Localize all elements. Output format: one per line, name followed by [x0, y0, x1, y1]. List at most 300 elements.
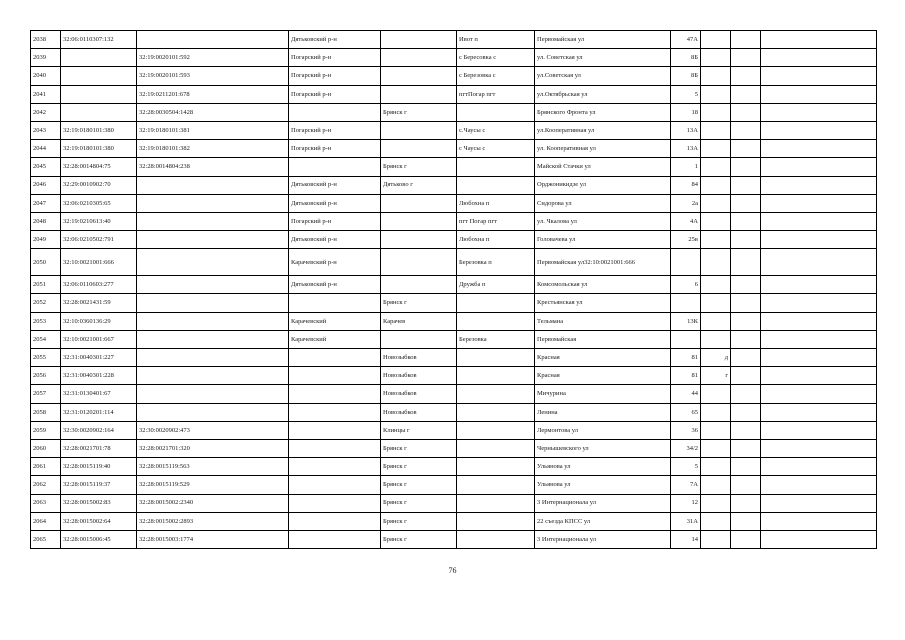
extra-cell: [731, 103, 761, 121]
row-number-cell: 2065: [31, 530, 61, 548]
street-cell: Первомайская ул32:10:0021001:666: [535, 249, 671, 276]
district-cell: Погарский р-н: [289, 85, 381, 103]
street-cell: Ленина: [535, 403, 671, 421]
table-row: [31, 494, 877, 512]
building-cell: [701, 530, 731, 548]
blank-cell: [761, 458, 877, 476]
extra-cell: [731, 121, 761, 139]
extra-cell: [731, 176, 761, 194]
street-cell: Комсомольская ул: [535, 276, 671, 294]
extra-cell: [731, 476, 761, 494]
object-cadastral-cell: 32:19:0180101:381: [137, 121, 289, 139]
settlement-cell: [457, 421, 535, 439]
extra-cell: [731, 494, 761, 512]
object-cadastral-cell: [137, 31, 289, 49]
building-cell: [701, 494, 731, 512]
table-row: [31, 103, 877, 121]
extra-cell: [731, 212, 761, 230]
object-cadastral-cell: 32:19:0211201:678: [137, 85, 289, 103]
table-row: [31, 512, 877, 530]
city-cell: [381, 85, 457, 103]
district-cell: [289, 367, 381, 385]
page-number: 76: [448, 566, 457, 575]
house-number-cell: 81: [671, 367, 701, 385]
extra-cell: [731, 421, 761, 439]
row-number-cell: 2056: [31, 367, 61, 385]
blank-cell: [761, 31, 877, 49]
row-number-cell: 2058: [31, 403, 61, 421]
blank-cell: [761, 176, 877, 194]
settlement-cell: [457, 512, 535, 530]
blank-cell: [761, 530, 877, 548]
district-cell: [289, 103, 381, 121]
settlement-cell: с Березовка с: [457, 67, 535, 85]
city-cell: Новозыбков: [381, 403, 457, 421]
settlement-cell: [457, 349, 535, 367]
cadastral-number-cell: 32:19:0180101:380: [61, 121, 137, 139]
extra-cell: [731, 512, 761, 530]
settlement-cell: Ивот п: [457, 31, 535, 49]
settlement-cell: [457, 494, 535, 512]
building-cell: [701, 385, 731, 403]
settlement-cell: с.Чаусы с: [457, 121, 535, 139]
cadastral-number-cell: 32:29:0010902:70: [61, 176, 137, 194]
building-cell: [701, 67, 731, 85]
district-cell: Дятьковский р-н: [289, 231, 381, 249]
object-cadastral-cell: 32:28:0021701:320: [137, 439, 289, 457]
district-cell: Дятьковский р-н: [289, 276, 381, 294]
extra-cell: [731, 458, 761, 476]
district-cell: [289, 294, 381, 312]
cadastral-number-cell: 32:10:0360136:29: [61, 312, 137, 330]
object-cadastral-cell: 32:19:0020101:592: [137, 49, 289, 67]
row-number-cell: 2046: [31, 176, 61, 194]
extra-cell: [731, 276, 761, 294]
blank-cell: [761, 49, 877, 67]
cadastral-number-cell: [61, 67, 137, 85]
cadastral-number-cell: [61, 85, 137, 103]
house-number-cell: 5: [671, 458, 701, 476]
cadastral-number-cell: 32:28:0021431:59: [61, 294, 137, 312]
blank-cell: [761, 103, 877, 121]
city-cell: [381, 194, 457, 212]
building-cell: [701, 439, 731, 457]
object-cadastral-cell: [137, 194, 289, 212]
object-cadastral-cell: 32:19:0180101:382: [137, 140, 289, 158]
building-cell: [701, 85, 731, 103]
cadastral-number-cell: [61, 103, 137, 121]
cadastral-number-cell: 32:19:0210613:40: [61, 212, 137, 230]
table-row: [31, 476, 877, 494]
street-cell: Тельмана: [535, 312, 671, 330]
settlement-cell: [457, 476, 535, 494]
house-number-cell: 13К: [671, 312, 701, 330]
row-number-cell: 2063: [31, 494, 61, 512]
object-cadastral-cell: 32:28:0014804:238: [137, 158, 289, 176]
cadastral-number-cell: 32:31:0040301:227: [61, 349, 137, 367]
house-number-cell: 65: [671, 403, 701, 421]
blank-cell: [761, 249, 877, 276]
district-cell: [289, 439, 381, 457]
table-row: [31, 294, 877, 312]
table-row: [31, 403, 877, 421]
settlement-cell: Любохна п: [457, 231, 535, 249]
house-number-cell: 8Б: [671, 67, 701, 85]
object-cadastral-cell: 32:30:0020902:473: [137, 421, 289, 439]
city-cell: Новозыбков: [381, 367, 457, 385]
blank-cell: [761, 194, 877, 212]
building-cell: [701, 512, 731, 530]
street-cell: ул. Советская ул: [535, 49, 671, 67]
street-cell: 3 Интернационала ул: [535, 530, 671, 548]
district-cell: Дятьковский р-н: [289, 194, 381, 212]
row-number-cell: 2054: [31, 330, 61, 348]
building-cell: г: [701, 367, 731, 385]
object-cadastral-cell: [137, 294, 289, 312]
blank-cell: [761, 512, 877, 530]
house-number-cell: 84: [671, 176, 701, 194]
object-cadastral-cell: [137, 231, 289, 249]
row-number-cell: 2061: [31, 458, 61, 476]
district-cell: Погарский р-н: [289, 212, 381, 230]
house-number-cell: 25в: [671, 231, 701, 249]
settlement-cell: с Чаусы с: [457, 140, 535, 158]
street-cell: Майской Стачки ул: [535, 158, 671, 176]
city-cell: Брянск г: [381, 530, 457, 548]
house-number-cell: 1: [671, 158, 701, 176]
object-cadastral-cell: 32:28:0015003:1774: [137, 530, 289, 548]
cadastral-number-cell: 32:28:0015006:45: [61, 530, 137, 548]
extra-cell: [731, 312, 761, 330]
building-cell: [701, 103, 731, 121]
extra-cell: [731, 367, 761, 385]
extra-cell: [731, 530, 761, 548]
table-row: [31, 85, 877, 103]
row-number-cell: 2048: [31, 212, 61, 230]
extra-cell: [731, 85, 761, 103]
building-cell: [701, 403, 731, 421]
district-cell: Дятьковский р-н: [289, 31, 381, 49]
street-cell: Красная: [535, 367, 671, 385]
street-cell: ул. Кооперативная ул: [535, 140, 671, 158]
house-number-cell: 5: [671, 85, 701, 103]
extra-cell: [731, 385, 761, 403]
object-cadastral-cell: [137, 249, 289, 276]
object-cadastral-cell: [137, 176, 289, 194]
row-number-cell: 2045: [31, 158, 61, 176]
extra-cell: [731, 194, 761, 212]
object-cadastral-cell: 32:28:0030504:1428: [137, 103, 289, 121]
table-row: [31, 231, 877, 249]
table-row: [31, 276, 877, 294]
house-number-cell: 8Б: [671, 49, 701, 67]
cadastral-number-cell: 32:10:0021001:666: [61, 249, 137, 276]
house-number-cell: [671, 294, 701, 312]
street-cell: Сидорова ул: [535, 194, 671, 212]
blank-cell: [761, 330, 877, 348]
cadastral-number-cell: 32:28:0014804:75: [61, 158, 137, 176]
building-cell: [701, 194, 731, 212]
building-cell: [701, 140, 731, 158]
settlement-cell: [457, 403, 535, 421]
extra-cell: [731, 67, 761, 85]
district-cell: Погарский р-н: [289, 121, 381, 139]
cadastral-number-cell: 32:10:0021001:667: [61, 330, 137, 348]
settlement-cell: [457, 530, 535, 548]
city-cell: [381, 140, 457, 158]
blank-cell: [761, 312, 877, 330]
row-number-cell: 2040: [31, 67, 61, 85]
table-row: [31, 458, 877, 476]
street-cell: Орджоникидзе ул: [535, 176, 671, 194]
table-body: [31, 31, 877, 549]
cadastral-number-cell: 32:06:0110603:277: [61, 276, 137, 294]
city-cell: [381, 231, 457, 249]
settlement-cell: [457, 176, 535, 194]
house-number-cell: 47А: [671, 31, 701, 49]
object-cadastral-cell: 32:28:0015119:529: [137, 476, 289, 494]
row-number-cell: 2052: [31, 294, 61, 312]
row-number-cell: 2055: [31, 349, 61, 367]
city-cell: Брянск г: [381, 512, 457, 530]
house-number-cell: 7А: [671, 476, 701, 494]
building-cell: [701, 276, 731, 294]
city-cell: [381, 31, 457, 49]
blank-cell: [761, 140, 877, 158]
object-cadastral-cell: [137, 212, 289, 230]
district-cell: [289, 476, 381, 494]
house-number-cell: 2а: [671, 194, 701, 212]
city-cell: [381, 212, 457, 230]
city-cell: Брянск г: [381, 103, 457, 121]
settlement-cell: [457, 367, 535, 385]
district-cell: Погарский р-н: [289, 140, 381, 158]
row-number-cell: 2043: [31, 121, 61, 139]
table-row: [31, 140, 877, 158]
blank-cell: [761, 421, 877, 439]
table-row: [31, 349, 877, 367]
settlement-cell: [457, 312, 535, 330]
city-cell: Клинцы г: [381, 421, 457, 439]
city-cell: Карачев: [381, 312, 457, 330]
district-cell: [289, 458, 381, 476]
settlement-cell: Дружба п: [457, 276, 535, 294]
building-cell: [701, 294, 731, 312]
object-cadastral-cell: [137, 276, 289, 294]
street-cell: Первомайская ул: [535, 31, 671, 49]
extra-cell: [731, 140, 761, 158]
table-row: [31, 367, 877, 385]
cadastral-number-cell: 32:31:0120201:114: [61, 403, 137, 421]
building-cell: [701, 476, 731, 494]
city-cell: Брянск г: [381, 158, 457, 176]
cadastral-number-cell: 32:28:0021701:78: [61, 439, 137, 457]
district-cell: [289, 494, 381, 512]
building-cell: [701, 421, 731, 439]
extra-cell: [731, 231, 761, 249]
blank-cell: [761, 439, 877, 457]
extra-cell: [731, 349, 761, 367]
building-cell: [701, 176, 731, 194]
street-cell: ул.Октябрьская ул: [535, 85, 671, 103]
extra-cell: [731, 439, 761, 457]
blank-cell: [761, 158, 877, 176]
cadastral-number-cell: 32:19:0180101:380: [61, 140, 137, 158]
city-cell: [381, 49, 457, 67]
settlement-cell: пгтПогар пгт: [457, 85, 535, 103]
row-number-cell: 2050: [31, 249, 61, 276]
building-cell: [701, 231, 731, 249]
blank-cell: [761, 385, 877, 403]
cadastral-number-cell: 32:30:0020902:164: [61, 421, 137, 439]
district-cell: Карачевский: [289, 330, 381, 348]
street-cell: Мичурина: [535, 385, 671, 403]
city-cell: Новозыбков: [381, 385, 457, 403]
extra-cell: [731, 294, 761, 312]
district-cell: [289, 530, 381, 548]
cadastral-number-cell: 32:06:0210305:65: [61, 194, 137, 212]
building-cell: [701, 121, 731, 139]
house-number-cell: 44: [671, 385, 701, 403]
street-cell: Красная: [535, 349, 671, 367]
settlement-cell: [457, 158, 535, 176]
extra-cell: [731, 31, 761, 49]
street-cell: 22 съезда КПСС ул: [535, 512, 671, 530]
house-number-cell: [671, 249, 701, 276]
district-cell: [289, 403, 381, 421]
district-cell: Карачевский р-н: [289, 249, 381, 276]
table-row: [31, 312, 877, 330]
table-row: [31, 158, 877, 176]
table-row: [31, 121, 877, 139]
city-cell: Брянск г: [381, 439, 457, 457]
blank-cell: [761, 231, 877, 249]
blank-cell: [761, 212, 877, 230]
row-number-cell: 2042: [31, 103, 61, 121]
settlement-cell: Любохна п: [457, 194, 535, 212]
street-cell: ул.Кооперативная ул: [535, 121, 671, 139]
house-number-cell: [671, 330, 701, 348]
house-number-cell: 34/2: [671, 439, 701, 457]
house-number-cell: 18: [671, 103, 701, 121]
district-cell: [289, 385, 381, 403]
object-cadastral-cell: 32:28:0015002:2893: [137, 512, 289, 530]
blank-cell: [761, 67, 877, 85]
cadastral-number-cell: 32:31:0040301:228: [61, 367, 137, 385]
extra-cell: [731, 403, 761, 421]
house-number-cell: 12: [671, 494, 701, 512]
city-cell: Новозыбков: [381, 349, 457, 367]
district-cell: Дятьковский р-н: [289, 176, 381, 194]
cadastral-number-cell: 32:28:0015119:40: [61, 458, 137, 476]
object-cadastral-cell: [137, 367, 289, 385]
city-cell: [381, 67, 457, 85]
table-row: [31, 421, 877, 439]
street-cell: ул. Чкалова ул: [535, 212, 671, 230]
row-number-cell: 2060: [31, 439, 61, 457]
cadastral-number-cell: 32:28:0015002:83: [61, 494, 137, 512]
row-number-cell: 2049: [31, 231, 61, 249]
row-number-cell: 2044: [31, 140, 61, 158]
settlement-cell: [457, 294, 535, 312]
blank-cell: [761, 367, 877, 385]
building-cell: [701, 212, 731, 230]
row-number-cell: 2059: [31, 421, 61, 439]
settlement-cell: Березовка п: [457, 249, 535, 276]
row-number-cell: 2053: [31, 312, 61, 330]
city-cell: Брянск г: [381, 294, 457, 312]
blank-cell: [761, 85, 877, 103]
building-cell: д: [701, 349, 731, 367]
district-cell: Погарский р-н: [289, 49, 381, 67]
street-cell: Чернышевского ул: [535, 439, 671, 457]
settlement-cell: [457, 385, 535, 403]
house-number-cell: 13А: [671, 121, 701, 139]
row-number-cell: 2038: [31, 31, 61, 49]
building-cell: [701, 158, 731, 176]
house-number-cell: 81: [671, 349, 701, 367]
table-row: [31, 31, 877, 49]
city-cell: [381, 121, 457, 139]
building-cell: [701, 249, 731, 276]
extra-cell: [731, 158, 761, 176]
street-cell: Лермонтова ул: [535, 421, 671, 439]
object-cadastral-cell: [137, 403, 289, 421]
building-cell: [701, 49, 731, 67]
district-cell: Погарский р-н: [289, 67, 381, 85]
district-cell: Карачевский: [289, 312, 381, 330]
row-number-cell: 2047: [31, 194, 61, 212]
row-number-cell: 2064: [31, 512, 61, 530]
blank-cell: [761, 121, 877, 139]
street-cell: Крестьянская ул: [535, 294, 671, 312]
table-row: [31, 67, 877, 85]
street-cell: Ульянова ул: [535, 476, 671, 494]
building-cell: [701, 31, 731, 49]
table-row: [31, 330, 877, 348]
table-row: [31, 176, 877, 194]
district-cell: [289, 349, 381, 367]
row-number-cell: 2039: [31, 49, 61, 67]
table-row: [31, 194, 877, 212]
object-cadastral-cell: [137, 349, 289, 367]
table-row: [31, 212, 877, 230]
street-cell: Головачева ул: [535, 231, 671, 249]
district-cell: [289, 158, 381, 176]
house-number-cell: 4А: [671, 212, 701, 230]
table-row: [31, 530, 877, 548]
cadastral-number-cell: 32:28:0015119:37: [61, 476, 137, 494]
city-cell: Дятьково г: [381, 176, 457, 194]
object-cadastral-cell: 32:28:0015002:2340: [137, 494, 289, 512]
blank-cell: [761, 403, 877, 421]
cadastral-number-cell: 32:06:0210502:791: [61, 231, 137, 249]
object-cadastral-cell: 32:19:0020101:593: [137, 67, 289, 85]
table-row: [31, 49, 877, 67]
street-cell: Первомайская: [535, 330, 671, 348]
object-cadastral-cell: 32:28:0015119:563: [137, 458, 289, 476]
house-number-cell: 13А: [671, 140, 701, 158]
city-cell: Брянск г: [381, 494, 457, 512]
cadastral-number-cell: 32:06:0110307:132: [61, 31, 137, 49]
row-number-cell: 2057: [31, 385, 61, 403]
settlement-cell: Березовка: [457, 330, 535, 348]
settlement-cell: с Бересовка с: [457, 49, 535, 67]
blank-cell: [761, 276, 877, 294]
house-number-cell: 36: [671, 421, 701, 439]
blank-cell: [761, 476, 877, 494]
table-row: [31, 385, 877, 403]
